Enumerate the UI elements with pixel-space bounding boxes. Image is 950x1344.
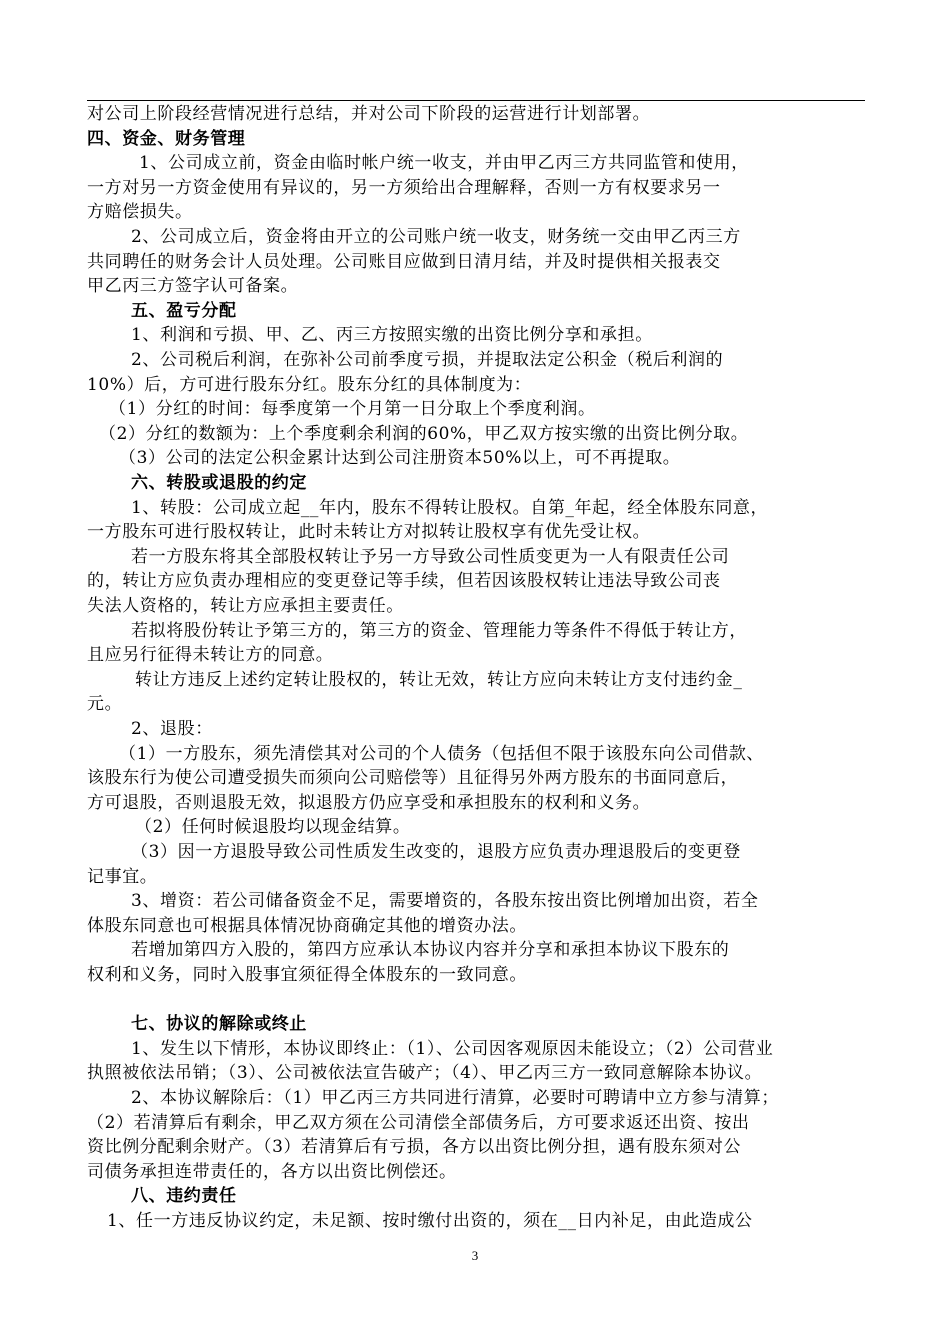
text-line: 对公司上阶段经营情况进行总结，并对公司下阶段的运营进行计划部署。: [87, 104, 651, 124]
text-line: （2）分红的数额为：上个季度剩余利润的60%，甲乙双方按实缴的出资比例分取。: [99, 423, 749, 444]
page-number: 3: [471, 1248, 479, 1263]
text-line: 体股东同意也可根据具体情况协商确定其他的增资办法。: [87, 915, 527, 936]
text-line: 若增加第四方入股的，第四方应承认本协议内容并分享和承担本协议下股东的: [131, 940, 730, 961]
text-line: （1）一方股东，须先清偿其对公司的个人债务（包括但不限于该股东向公司借款、: [119, 743, 765, 764]
text-line: 方赔偿损失。: [87, 202, 193, 223]
text-line: （2）若清算后有剩余，甲乙双方须在公司清偿全部债务后，方可要求返还出资、按出: [87, 1112, 750, 1133]
text-line: 该股东行为使公司遭受损失而须向公司赔偿等）且征得另外两方股东的书面同意后，: [87, 768, 739, 789]
text-line: 1、利润和亏损、甲、乙、丙三方按照实缴的出资比例分享和承担。: [131, 325, 653, 346]
text-line: 资比例分配剩余财产。（3）若清算后有亏损，各方以出资比例分担，遇有股东须对公: [87, 1137, 742, 1158]
text-line: 的，转让方应负责办理相应的变更登记等手续，但若因该股权转让违法导致公司丧: [87, 571, 721, 592]
text-line: 方可退股，否则退股无效，拟退股方仍应享受和承担股东的权利和义务。: [87, 792, 651, 813]
text-line: 元。: [87, 694, 123, 715]
text-line: 失法人资格的，转让方应承担主要责任。: [87, 596, 404, 616]
section-heading: 七、协议的解除或终止: [131, 1014, 307, 1035]
text-line: 司债务承担连带责任的，各方以出资比例偿还。: [87, 1161, 457, 1182]
text-line: 甲乙丙三方签字认可备案。: [87, 276, 299, 297]
text-line: 记事宜。: [87, 866, 158, 887]
text-line: 1、公司成立前，资金由临时帐户统一收支，并由甲乙丙三方共同监管和使用，: [139, 153, 749, 174]
text-line: 转让方违反上述约定转让股权的，转让无效，转让方应向未转让方支付违约金_: [135, 669, 743, 690]
text-line: 3、增资：若公司储备资金不足，需要增资的，各股东按出资比例增加出资，若全: [131, 891, 759, 912]
text-line: 2、本协议解除后：（1）甲乙丙三方共同进行清算，必要时可聘请中立方参与清算；: [131, 1088, 779, 1108]
text-line: 2、退股：: [131, 719, 213, 739]
text-line: （3）公司的法定公积金累计达到公司注册资本50%以上，可不再提取。: [119, 448, 681, 469]
text-line: 共同聘任的财务会计人员处理。公司账目应做到日清月结，并及时提供相关报表交: [87, 251, 721, 272]
section-heading: 八、违约责任: [131, 1186, 237, 1207]
text-line: （3）因一方退股导致公司性质发生改变的，退股方应负责办理退股后的变更登: [131, 842, 741, 862]
text-line: 权利和义务，同时入股事宜须征得全体股东的一致同意。: [87, 965, 527, 985]
text-line: 一方对另一方资金使用有异议的，另一方须给出合理解释，否则一方有权要求另一: [87, 177, 721, 198]
text-line: 2、公司成立后，资金将由开立的公司账户统一收支，财务统一交由甲乙丙三方: [131, 227, 741, 247]
text-line: 执照被依法吊销；（3）、公司被依法宣告破产；（4）、甲乙丙三方一致同意解除本协议。: [87, 1063, 763, 1084]
text-line: 一方股东可进行股权转让，此时未转让方对拟转让股权享有优先受让权。: [87, 522, 651, 543]
text-line: （1）分红的时间：每季度第一个月第一日分取上个季度利润。: [109, 399, 596, 420]
header-rule: [87, 100, 865, 101]
text-line: （2）任何时候退股均以现金结算。: [135, 817, 411, 838]
text-line: 10%）后，方可进行股东分红。股东分红的具体制度为：: [87, 374, 532, 395]
text-line: 且应另行征得未转让方的同意。: [87, 645, 334, 666]
section-heading: 五、盈亏分配: [131, 300, 237, 321]
text-line: 1、发生以下情形，本协议即终止：（1）、公司因客观原因未能设立；（2）公司营业: [131, 1038, 774, 1059]
text-line: 若拟将股份转让予第三方的，第三方的资金、管理能力等条件不得低于转让方，: [131, 620, 747, 641]
text-line: 若一方股东将其全部股权转让予另一方导致公司性质变更为一人有限责任公司: [131, 546, 730, 567]
text-line: 1、任一方违反协议约定，未足额、按时缴付出资的，须在__日内补足，由此造成公: [107, 1211, 753, 1231]
section-heading: 六、转股或退股的约定: [131, 473, 307, 493]
section-heading: 四、资金、财务管理: [87, 128, 246, 149]
text-line: 1、转股：公司成立起__年内，股东不得转让股权。自第_年起，经全体股东同意，: [131, 497, 769, 518]
text-line: 2、公司税后利润，在弥补公司前季度亏损，并提取法定公积金（税后利润的: [131, 350, 724, 370]
